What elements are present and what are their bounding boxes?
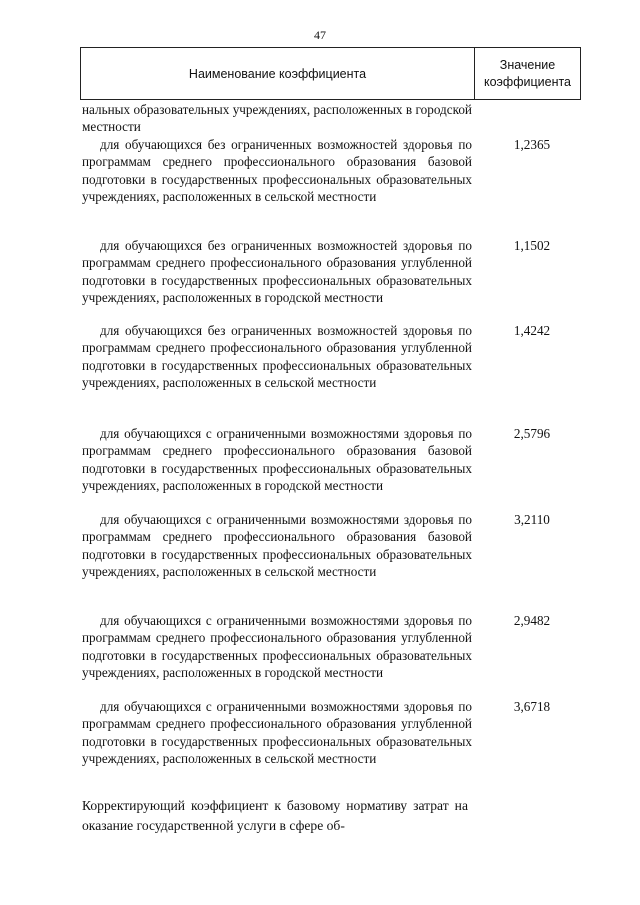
coefficient-description: для обучающихся с ограниченными возможностями здоровья по программам среднего профессионального образования базовой подготовки в государственных профессиональных образовательных учреждениях, расположенных в сельской местности [82,512,472,579]
table-row [82,425,582,525]
column-header-value-line1: Значение [499,57,556,72]
column-header-value [475,48,580,99]
continuation-text: нальных образовательных учреждениях, расположенных в городской местности [82,102,472,135]
table-header [80,47,581,100]
coefficient-description: для обучающихся с ограниченными возможностями здоровья по программам среднего профессионального образования базовой подготовки в государственных профессиональных образовательных учреждениях, расположенных в городской местности [82,426,472,493]
table-row [82,322,582,422]
coefficient-description: для обучающихся без ограниченных возможностей здоровья по программам среднего профессионального образования углубленной подготовки в государственных профессиональных образовательных учреждениях, расположенных в городской местности [82,238,472,305]
coefficient-description: для обучающихся без ограниченных возможностей здоровья по программам среднего профессионального образования углубленной подготовки в государственных профессиональных образовательных учреждениях, расположенных в сельской местности [82,323,472,390]
table-row [82,612,582,712]
coefficient-value: 1,2365 [513,137,551,152]
footer-paragraph: Корректирующий коэффициент к базовому нормативу затрат на оказание государственной услуги в сфере об- [82,798,468,833]
coefficient-description: для обучающихся с ограниченными возможностями здоровья по программам среднего профессионального образования углубленной подготовки в государственных профессиональных образовательных учреждениях, расположенных в городской местности [82,613,472,680]
table-row [82,511,582,611]
coefficient-description: для обучающихся без ограниченных возможностей здоровья по программам среднего профессионального образования базовой подготовки в государственных профессиональных образовательных учреждениях, расположенных в сельской местности [82,137,472,204]
page-number: 47 [314,28,326,42]
column-header-value-line2: коэффициента [483,74,572,89]
coefficient-value: 3,6718 [513,699,551,714]
column-header-name: Наименование коэффициента [81,48,475,99]
coefficient-value: 2,9482 [513,613,551,628]
coefficient-description: для обучающихся с ограниченными возможностями здоровья по программам среднего профессионального образования углубленной подготовки в государственных профессиональных образовательных учреждениях, расположенных в сельской местности [82,699,472,766]
coefficient-value: 3,2110 [514,512,550,527]
table-row [82,698,582,798]
coefficient-value: 1,4242 [513,323,551,338]
coefficient-value: 1,1502 [513,238,551,253]
table-row [82,136,582,236]
coefficient-value: 2,5796 [513,426,551,441]
